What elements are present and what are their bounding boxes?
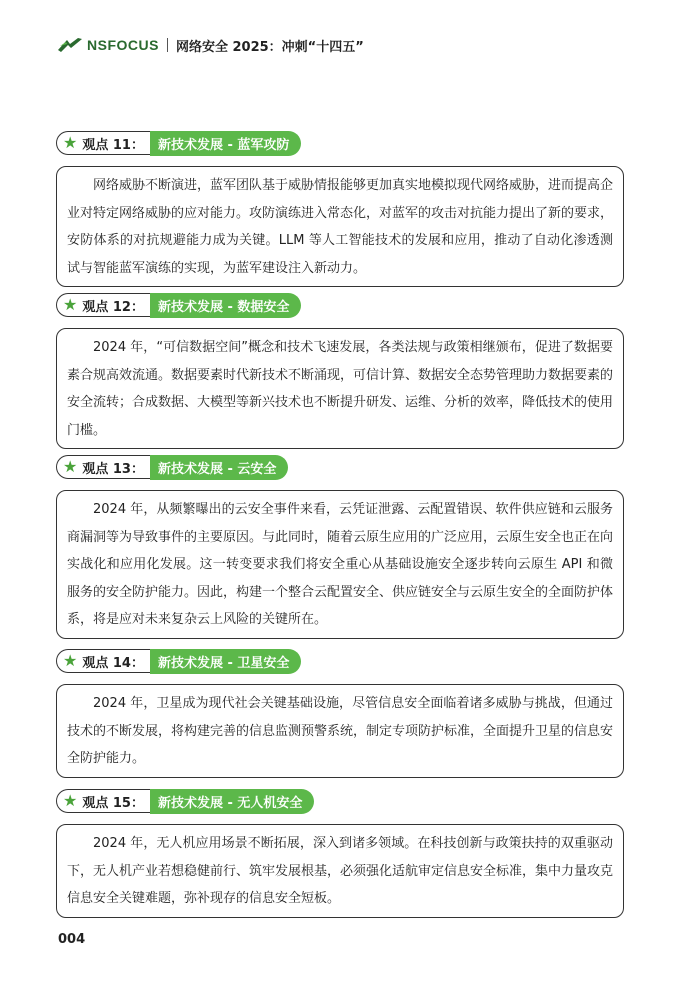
viewpoint-tag	[56, 648, 624, 674]
viewpoint-tag	[56, 788, 624, 814]
viewpoint-body: 2024 年，“可信数据空间”概念和技术飞速发展，各类法规与政策相继颁布，促进了数据要素合规高效流通。数据要素时代新技术不断涌现，可信计算、数据安全态势管理助力数据要素的安全流转；合成数据、大模型等新兴技术也不断提升研发、运维、分析的效率，降低技术的使用门槛。	[56, 328, 624, 449]
viewpoint-topic: 新技术发展 - 数据安全	[150, 293, 301, 318]
viewpoint-body: 网络威胁不断演进，蓝军团队基于威胁情报能够更加真实地模拟现代网络威胁，进而提高企业对特定网络威胁的应对能力。攻防演练进入常态化，对蓝军的攻击对抗能力提出了新的要求，安防体系的对抗规避能力成为关键。LLM 等人工智能技术的发展和应用，推动了自动化渗透测试与智能蓝军演练的实现，为蓝军建设注入新动力。	[56, 166, 624, 287]
viewpoint-body: 2024 年，无人机应用场景不断拓展，深入到诸多领域。在科技创新与政策扶持的双重驱动下，无人机产业若想稳健前行、筑牢发展根基，必须强化适航审定信息安全标准，集中力量攻克信息安全关键难题，弥补现存的信息安全短板。	[56, 824, 624, 918]
viewpoint-tag	[56, 292, 624, 318]
star-icon: ★	[63, 133, 78, 152]
page-header	[57, 34, 364, 56]
viewpoint-topic: 新技术发展 - 蓝军攻防	[150, 131, 301, 156]
star-icon: ★	[63, 651, 78, 670]
nsfocus-logo-icon	[57, 36, 83, 54]
viewpoint-topic: 新技术发展 - 云安全	[150, 455, 288, 480]
section-viewpoint-14	[56, 648, 624, 778]
viewpoint-body: 2024 年，卫星成为现代社会关键基础设施，尽管信息安全面临着诸多威胁与挑战，但通过技术的不断发展，将构建完善的信息监测预警系统，制定专项防护标准，全面提升卫星的信息安全防护能力。	[56, 684, 624, 778]
logo-text: NSFOCUS	[87, 37, 159, 53]
viewpoint-label: 观点 15：	[82, 795, 144, 811]
header-divider	[167, 38, 168, 52]
viewpoint-label: 观点 13：	[82, 461, 144, 477]
page-number: 004	[58, 932, 86, 947]
section-viewpoint-15	[56, 788, 624, 918]
viewpoint-topic: 新技术发展 - 无人机安全	[150, 789, 314, 814]
viewpoint-tag	[56, 130, 624, 156]
viewpoint-topic: 新技术发展 - 卫星安全	[150, 649, 301, 674]
viewpoint-label: 观点 12：	[82, 299, 144, 315]
section-viewpoint-11	[56, 130, 624, 287]
star-icon: ★	[63, 295, 78, 314]
viewpoint-label: 观点 11：	[82, 137, 144, 153]
viewpoint-label: 观点 14：	[82, 655, 144, 671]
viewpoint-body: 2024 年，从频繁曝出的云安全事件来看，云凭证泄露、云配置错误、软件供应链和云服务商漏洞等为导致事件的主要原因。与此同时，随着云原生应用的广泛应用，云原生安全也正在向实战化和应用化发展。这一转变要求我们将安全重心从基础设施安全逐步转向云原生 API 和微服务的安全防护能力。因此，构建一个整合云配置安全、供应链安全与云原生安全的全面防护体系，将是应对未来复杂云上风险的关键所在。	[56, 490, 624, 639]
section-viewpoint-12	[56, 292, 624, 449]
star-icon: ★	[63, 791, 78, 810]
star-icon: ★	[63, 457, 78, 476]
viewpoint-tag	[56, 454, 624, 480]
header-title: 网络安全 2025：冲刺“十四五”	[175, 39, 364, 55]
section-viewpoint-13	[56, 454, 624, 639]
